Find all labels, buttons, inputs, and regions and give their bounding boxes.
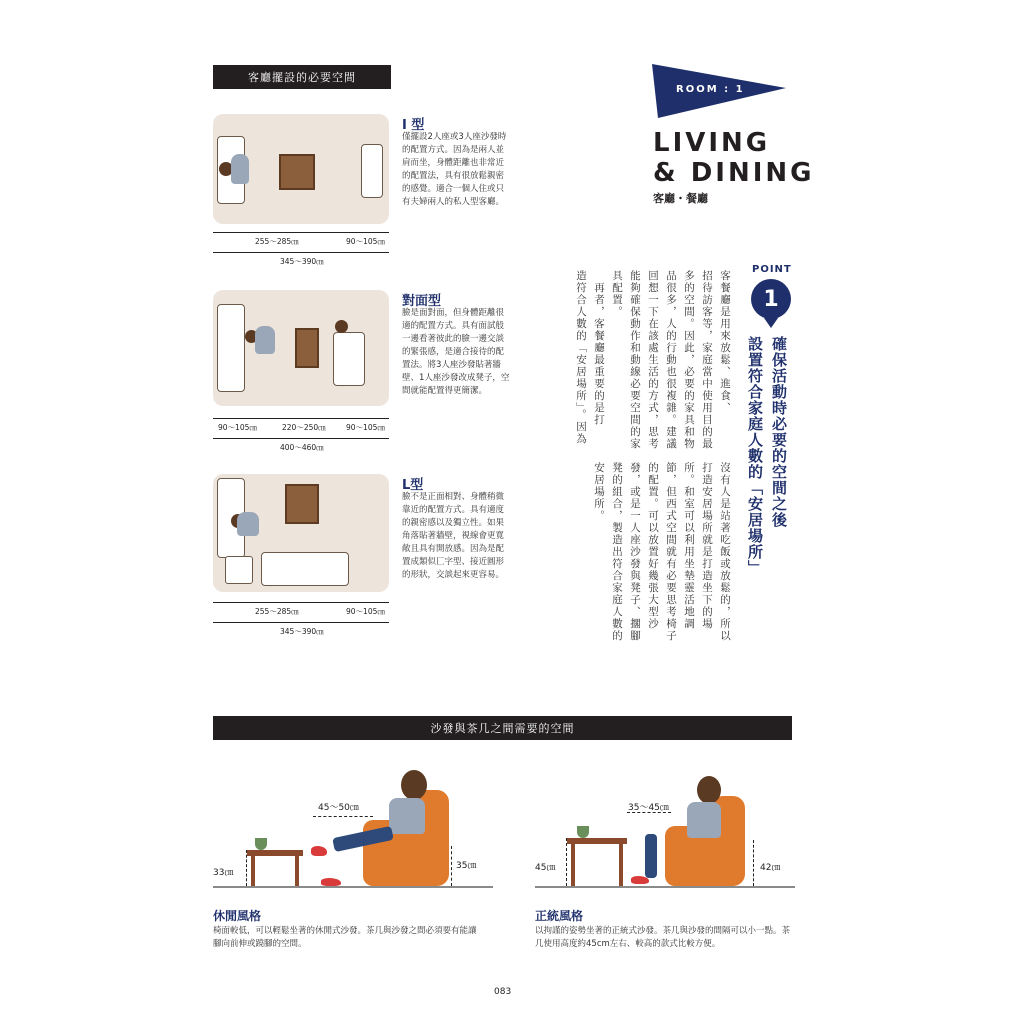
layout-title: 對面型 [402, 294, 442, 309]
body-column: 節，但西式空間就有必要思考椅子 [665, 462, 677, 642]
table-height-line [246, 850, 247, 886]
point-heading-col2: 設置符合家庭人數的「安居場所」 [746, 336, 764, 576]
illustration-casual-style [213, 760, 493, 900]
coffee-table-icon [567, 838, 627, 844]
person-body-icon [687, 802, 721, 838]
table-height-line [566, 838, 567, 886]
person-body-icon [255, 326, 275, 354]
floorplan-i-type [213, 114, 389, 224]
dimension-line [213, 418, 389, 419]
slipper-icon [321, 878, 341, 886]
body-column: 能夠確保動作和動線必要空間的家 [629, 270, 641, 450]
slipper-icon [631, 876, 649, 884]
body-column: 多的空間。因此，必要的家具和物 [683, 270, 695, 450]
coffee-table-icon [285, 484, 319, 524]
seat-height-line [451, 846, 452, 886]
point-number-badge [751, 279, 791, 319]
body-column: 品很多，人的行動也很複雜。建議 [665, 270, 677, 450]
table-height-measure: 33㎝ [213, 868, 234, 878]
brand-title-line1: LIVING [653, 128, 771, 158]
person-icon [697, 776, 721, 804]
coffee-table-icon [279, 154, 315, 190]
dimension-line-total [213, 622, 389, 623]
layout-title: I 型 [402, 118, 425, 133]
dimension-b: 90～105㎝ [346, 237, 385, 246]
brand-subtitle: 客廳・餐廳 [653, 192, 708, 205]
point-body-text-lower [578, 462, 733, 658]
illustration-formal-style [535, 760, 795, 900]
dimension-b: 90～105㎝ [346, 607, 385, 616]
dimension-total: 345～390㎝ [280, 627, 324, 636]
dimension-line [213, 232, 389, 233]
cup-icon [577, 826, 589, 838]
body-column: 再者，客餐廳最重要的是打 [593, 270, 605, 426]
seat-height-measure: 42㎝ [760, 863, 781, 873]
dimension-total: 345～390㎝ [280, 257, 324, 266]
body-column: 發，或是一人座沙發與凳子、擱腳 [629, 462, 641, 642]
person-body-icon [231, 154, 249, 184]
dimension-total: 400～460㎝ [280, 443, 324, 452]
cup-icon [255, 838, 267, 850]
body-column: 招待訪客等，家庭當中使用目的最 [701, 270, 713, 450]
body-column: 安居場所。 [593, 462, 605, 522]
table-leg [571, 844, 575, 886]
seat-height-line [753, 840, 754, 886]
body-column: 回想一下在該處生活的方式，思考 [647, 270, 659, 450]
seat-height-measure: 35㎝ [456, 861, 477, 871]
dimension-line-total [213, 438, 389, 439]
three-seat-sofa-icon [261, 552, 349, 586]
layout-description: 僅擺設2人座或3人座沙發時的配置方式。因為是兩人並肩而坐，身體距離也非常近的配置法，具有很放鬆親密的感覺。適合一個人住或只有夫婦兩人的私人型客廳。 [402, 132, 507, 207]
body-column: 沒有人是站著吃飯或放鬆的，所以 [719, 462, 731, 642]
floor-line [213, 886, 493, 888]
floor-line [535, 886, 795, 888]
armchair-icon [333, 332, 365, 386]
coffee-table-icon [295, 328, 319, 368]
dimension-a: 255～285㎝ [255, 607, 299, 616]
page-number: 083 [494, 987, 512, 997]
body-column: 具配置。 [611, 270, 623, 318]
dimension-line [213, 602, 389, 603]
person-icon [401, 770, 427, 800]
dimension-c: 90～105㎝ [346, 423, 385, 432]
dimension-line-total [213, 252, 389, 253]
person-body-icon [237, 512, 259, 536]
style-description: 椅面較低，可以輕鬆坐著的休閒式沙發。茶几與沙發之間必須要有能讓腳向前伸或蹺腳的空間。 [213, 926, 477, 949]
style-title: 休閒風格 [213, 909, 262, 923]
dimension-a: 255～285㎝ [255, 237, 299, 246]
body-column: 的配置。可以放置好幾張大型沙 [647, 462, 659, 630]
table-leg [295, 856, 299, 886]
dimension-b: 220～250㎝ [282, 423, 326, 432]
person-body-icon [389, 798, 425, 834]
body-column: 打造安居場所就是打造坐下的場 [701, 462, 713, 630]
point-heading-col1: 確保活動時必要的空間之後 [770, 336, 788, 528]
section-title: 客廳擺設的必要空間 [248, 71, 356, 84]
body-column: 造符合人數的「安居場所」。因為 [575, 270, 587, 445]
table-height-measure: 45㎝ [535, 863, 556, 873]
floorplan-l-type [213, 474, 389, 592]
style-description: 以拘謹的姿勢坐著的正統式沙發。茶几與沙發的間隔可以小一點。茶几使用高度約45cm左右、較高的款式比較方便。 [535, 926, 791, 949]
section-bar-living-space [213, 65, 391, 89]
tv-stand-icon [361, 144, 383, 198]
body-column: 客餐廳是用來放鬆、進食、 [719, 270, 731, 414]
layout-description: 臉是面對面，但身體距離很適的配置方式。具有面試般一邊看著彼此的臉一邊交談的緊張感，是適合接待的配置法。將3人座沙發貼著牆壁、1人座沙發改成凳子，空間就能配置得更簡潔。 [402, 308, 510, 396]
gap-measure: 45～50㎝ [318, 803, 359, 813]
layout-title: L型 [402, 478, 424, 493]
body-column: 所。和室可以利用坐墊靈活地調 [683, 462, 695, 630]
dimension-a: 90～105㎝ [218, 423, 257, 432]
sofa-icon [217, 304, 245, 392]
point-label: POINT [752, 264, 792, 275]
brand-title-line2: & DINING [653, 158, 815, 188]
layout-description: 臉不是正面相對、身體稍微靠近的配置方式。具有適度的親密感以及獨立性。如果角落貼著牆壁，視線會更寬敞且具有開放感。因為是配置成類似匚字型、接近圓形的形狀，交談起來更容易。 [402, 492, 505, 580]
gap-dimension-line [313, 816, 373, 817]
legs-icon [645, 834, 657, 878]
gap-measure: 35～45㎝ [628, 803, 669, 813]
room-tag: ROOM : 1 [676, 84, 745, 95]
floorplan-facing-type [213, 290, 389, 406]
person-icon [335, 320, 348, 333]
shoe-icon [311, 846, 327, 856]
body-column: 凳的組合，製造出符合家庭人數的 [611, 462, 623, 642]
section-title: 沙發與茶几之間需要的空間 [430, 722, 575, 735]
point-number: 1 [763, 286, 779, 312]
table-leg [251, 856, 255, 886]
speaker-icon [225, 556, 253, 584]
style-title: 正統風格 [535, 909, 584, 923]
table-leg [619, 844, 623, 886]
section-bar-sofa-table-space [213, 716, 792, 740]
badge-pointer-icon [764, 318, 778, 328]
